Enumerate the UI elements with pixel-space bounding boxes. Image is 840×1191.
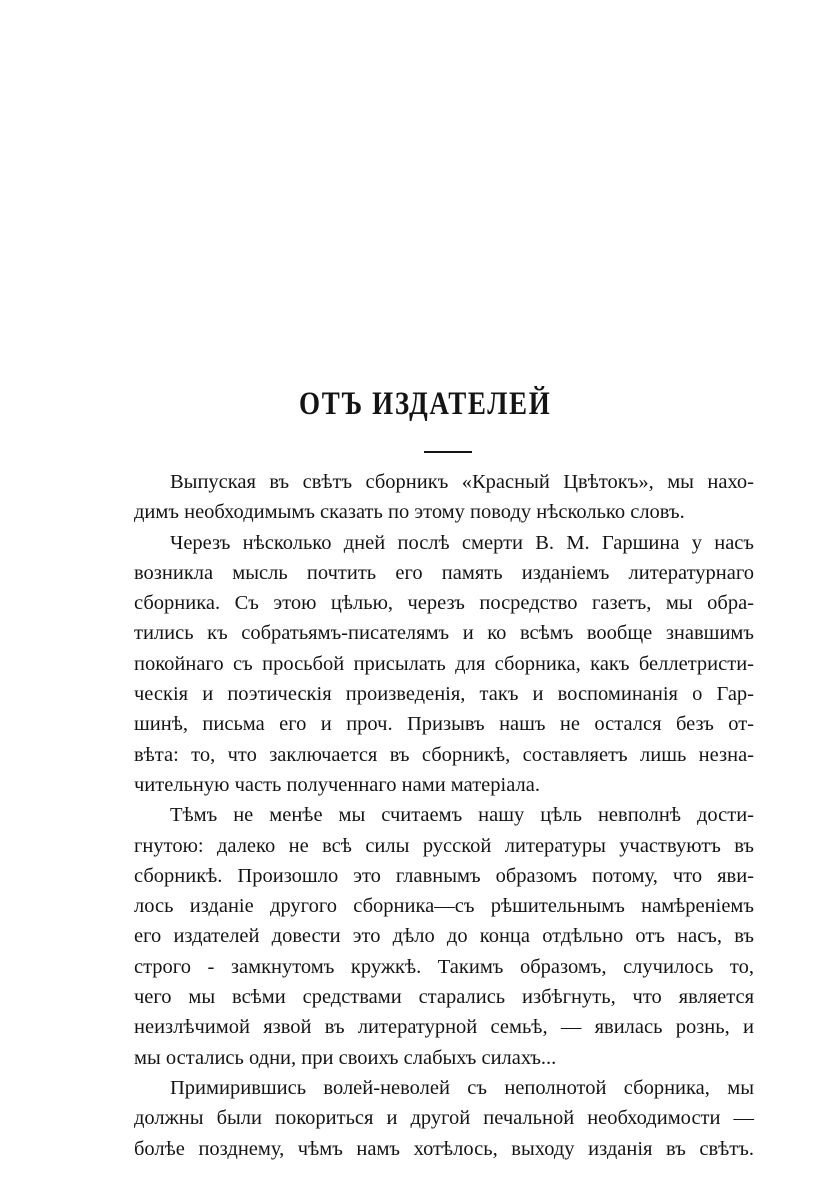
text-line: его издателей довести это дѣло до конца отдѣльно отъ насъ, въ: [134, 925, 754, 948]
text-line: должны были покориться и другой печальной необходимости —: [134, 1107, 754, 1130]
text-line: болѣе позднему, чѣмъ намъ хотѣлось, выходу изданія въ свѣтъ.: [134, 1137, 754, 1160]
paragraph: [134, 467, 754, 528]
text-line: строго - замкнутомъ кружкѣ. Такимъ образомъ, случилось то,: [134, 955, 754, 978]
text-line: сборника. Съ этою цѣлью, черезъ посредство газетъ, мы обра-: [134, 592, 754, 615]
text-line: гнутою: далеко не всѣ силы русской литературы участвуютъ въ: [134, 834, 754, 857]
text-line: вѣта: то, что заключается въ сборникѣ, составляетъ лишь незна-: [134, 743, 754, 766]
text-line: лось изданіе другого сборника—съ рѣшительнымъ намѣреніемъ: [134, 895, 754, 918]
text-line: Примирившись волей-неволей съ неполнотой сборника, мы: [170, 1076, 754, 1099]
text-line: чего мы всѣми средствами старались избѣгнуть, что является: [134, 986, 754, 1009]
text-line: димъ необходимымъ сказать по этому поводу нѣсколько словъ.: [134, 501, 685, 524]
text-line: мы остались одни, при своихъ слабыхъ силахъ...: [134, 1046, 557, 1069]
title-divider: [424, 451, 472, 453]
text-line: покойнаго съ просьбой присылать для сборника, какъ беллетристи-: [134, 652, 754, 675]
page-title: ОТЪ ИЗДАТЕЛЕЙ: [299, 386, 552, 422]
paragraph: [134, 1073, 754, 1164]
text-line: Тѣмъ не менѣе мы считаемъ нашу цѣль невполнѣ дости-: [170, 804, 754, 827]
text-line: Выпуская въ свѣтъ сборникъ «Красный Цвѣтокъ», мы нахо-: [170, 471, 754, 493]
text-line: неизлѣчимой язвой въ литературной семьѣ, — явилась рознь, и: [134, 1016, 754, 1039]
text-line: шинѣ, письма его и проч. Призывъ нашъ не остался безъ от-: [134, 713, 754, 736]
paragraph: [134, 800, 754, 1073]
text-line: сборникѣ. Произошло это главнымъ образомъ потому, что яви-: [134, 864, 754, 887]
paragraph: [134, 528, 754, 801]
text-line: чительную часть полученнаго нами матеріала.: [134, 773, 540, 796]
text-body: [134, 467, 754, 1164]
text-line: ческія и поэтическія произведенія, такъ и воспоминанія о Гар-: [134, 683, 754, 706]
text-line: возникла мысль почтить его память изданіемъ литературнаго: [134, 561, 754, 584]
text-line: Черезъ нѣсколько дней послѣ смерти В. М. Гаршина у насъ: [170, 531, 754, 554]
text-line: тились къ собратьямъ-писателямъ и ко всѣмъ вообще знавшимъ: [134, 622, 754, 645]
